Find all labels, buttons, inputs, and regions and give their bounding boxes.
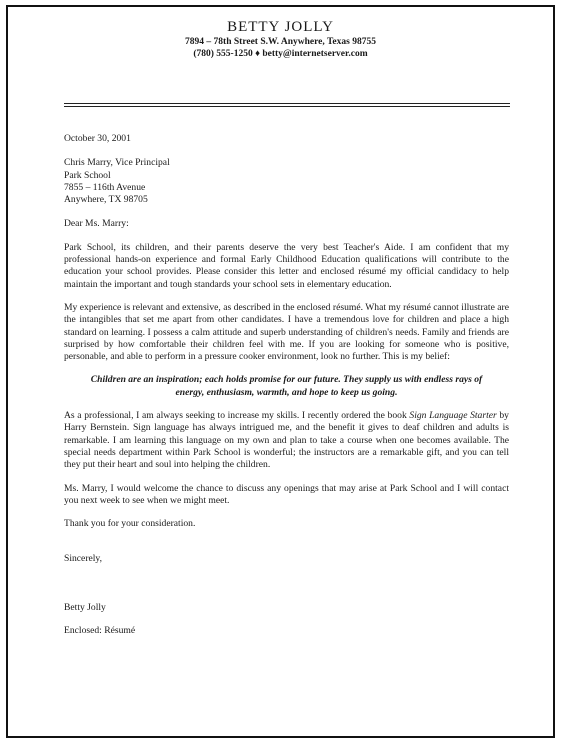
recipient-line: 7855 – 116th Avenue <box>64 181 146 193</box>
letter-body <box>64 133 509 637</box>
paragraph-5: Thank you for your consideration. <box>64 518 196 530</box>
sender-address: 7894 – 78th Street S.W. Anywhere, Texas 98755 <box>185 37 376 47</box>
paragraph-3-start: As a professional, I am always seeking to increase my skills. I recently ordered the book <box>64 410 410 422</box>
belief-quote: Children are an inspiration; each holds promise for our future. They supply us with endless rays of energy, enthusiasm, warmth, and hope to keep us going. <box>90 374 483 398</box>
recipient-line: Anywhere, TX 98705 <box>64 194 148 206</box>
sender-name: BETTY JOLLY <box>227 19 334 35</box>
letterhead <box>8 19 553 60</box>
closing: Sincerely, <box>64 553 103 565</box>
book-title: Sign Language Starter <box>409 410 497 422</box>
paragraph-3-end: by Harry Bernstein. Sign language has always intrigued me, and the benefit it gives to deaf children and adults is remarkable. I am learning this language on my own and plan to take a course when one becomes available. The special needs department within Park School is wonderful; the instructors are a remarkable gift, and you can tell they put their heart and soul into helping the children. <box>64 410 509 471</box>
letterhead-divider <box>64 103 510 107</box>
signature-name: Betty Jolly <box>64 601 106 613</box>
paragraph-3 <box>64 410 509 471</box>
recipient-line: Park School <box>64 169 111 181</box>
paragraph-2: My experience is relevant and extensive, as described in the enclosed résumé. What my résumé cannot illustrate are the intangibles that set me apart from other candidates. I have a tremendous love for children and place a high standard on learning. I possess a calm attitude and superb understanding of children's needs. Family and friends are surprised by how comfortable their children feel with me. If you are looking for someone who is positive, personable, and able to perform in a pressure cooker environment, look no further. This is my belief: <box>64 301 509 363</box>
sender-contact: (780) 555-1250 ♦ betty@internetserver.com <box>193 49 368 59</box>
paragraph-4: Ms. Marry, I would welcome the chance to discuss any openings that may arise at Park School and I will contact you next week to see when we might meet. <box>64 482 509 506</box>
letter-page <box>6 5 555 738</box>
letter-date: October 30, 2001 <box>64 133 131 144</box>
enclosure-line: Enclosed: Résumé <box>64 625 136 637</box>
salutation: Dear Ms. Marry: <box>64 218 129 230</box>
paragraph-1: Park School, its children, and their parents deserve the very best Teacher's Aide. I am confident that my professional hands-on experience and formal Early Childhood Education qualifications will contribute to the education your school provides. Please consider this letter and enclosed résumé my official candidacy to help maintain the important and tough standards your school sets in elementary education. <box>64 241 509 290</box>
recipient-line: Chris Marry, Vice Principal <box>64 157 170 169</box>
